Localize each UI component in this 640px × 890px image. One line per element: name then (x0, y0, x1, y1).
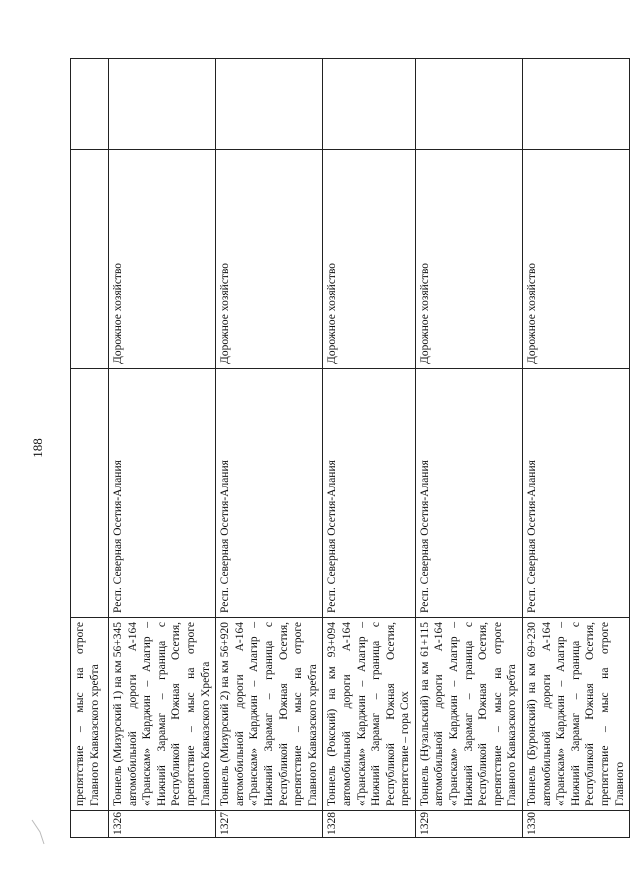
owner: Дорожное хозяйство (109, 150, 216, 369)
region: Респ. Северная Осетия-Алания (523, 369, 630, 618)
object-name: Тоннель (Буронский) на км 69+230 автомобильной дороги А-164 «Транскам» Карджин – Алагир – Нижний Зарамаг – граница с Республикой Южная Осетия, препятствие – мыс на отроге Главного (523, 618, 630, 811)
row-number: 1329 (415, 811, 522, 838)
object-name: Тоннель (Мизурский 2) на км 56+920 автомобильной дороги А-164 «Транскам» Карджин – Алагир – Нижний Зарамаг – граница с Республикой Южная Осетия, препятствие – мыс на отроге Главного Кавказского хребта (216, 618, 323, 811)
empty-cell (415, 59, 522, 150)
table-row (109, 59, 216, 838)
region (71, 369, 109, 618)
region: Респ. Северная Осетия-Алания (216, 369, 323, 618)
row-number: 1327 (216, 811, 323, 838)
owner: Дорожное хозяйство (523, 150, 630, 369)
registry-table (70, 58, 630, 838)
row-number: 1326 (109, 811, 216, 838)
owner (71, 150, 109, 369)
row-number (71, 811, 109, 838)
page-number: 188 (30, 438, 45, 458)
object-name: Тоннель (Мизурский 1) на км 56+345 автомобильной дороги А-164 «Транскам» Карджин – Алагир – Нижний Зарамаг – граница с Республикой Южная Осетия, препятствие – мыс на отроге Главного Кавказского Хребта (109, 618, 216, 811)
empty-cell (71, 59, 109, 150)
owner: Дорожное хозяйство (415, 150, 522, 369)
table-body (71, 59, 630, 838)
owner: Дорожное хозяйство (216, 150, 323, 369)
region: Респ. Северная Осетия-Алания (415, 369, 522, 618)
table-row (523, 59, 630, 838)
empty-cell (323, 59, 416, 150)
region: Респ. Северная Осетия-Алания (109, 369, 216, 618)
empty-cell (109, 59, 216, 150)
row-number: 1330 (523, 811, 630, 838)
table-row (216, 59, 323, 838)
row-number: 1328 (323, 811, 416, 838)
object-name: препятствие – мыс на отроге Главного Кавказского хребта (71, 618, 109, 811)
region: Респ. Северная Осетия-Алания (323, 369, 416, 618)
object-name: Тоннель (Нузальский) на км 61+115 автомобильной дороги А-164 «Транскам» Карджин – Алагир – Нижний Зарамаг – граница с Республикой Южная Осетия, препятствие – мыс на отроге Главного Кавказского хребта (415, 618, 522, 811)
table-row (415, 59, 522, 838)
table-row-continuation (71, 59, 109, 838)
empty-cell (523, 59, 630, 150)
table-row (323, 59, 416, 838)
object-name: Тоннель (Рокский) на км 93+094 автомобильной дороги А-164 «Транскам» Карджин – Алагир – Нижний Зарамаг – граница с Республикой Южная Осетия, препятствие – гора Сох (323, 618, 416, 811)
owner: Дорожное хозяйство (323, 150, 416, 369)
rotated-page (30, 58, 626, 838)
empty-cell (216, 59, 323, 150)
